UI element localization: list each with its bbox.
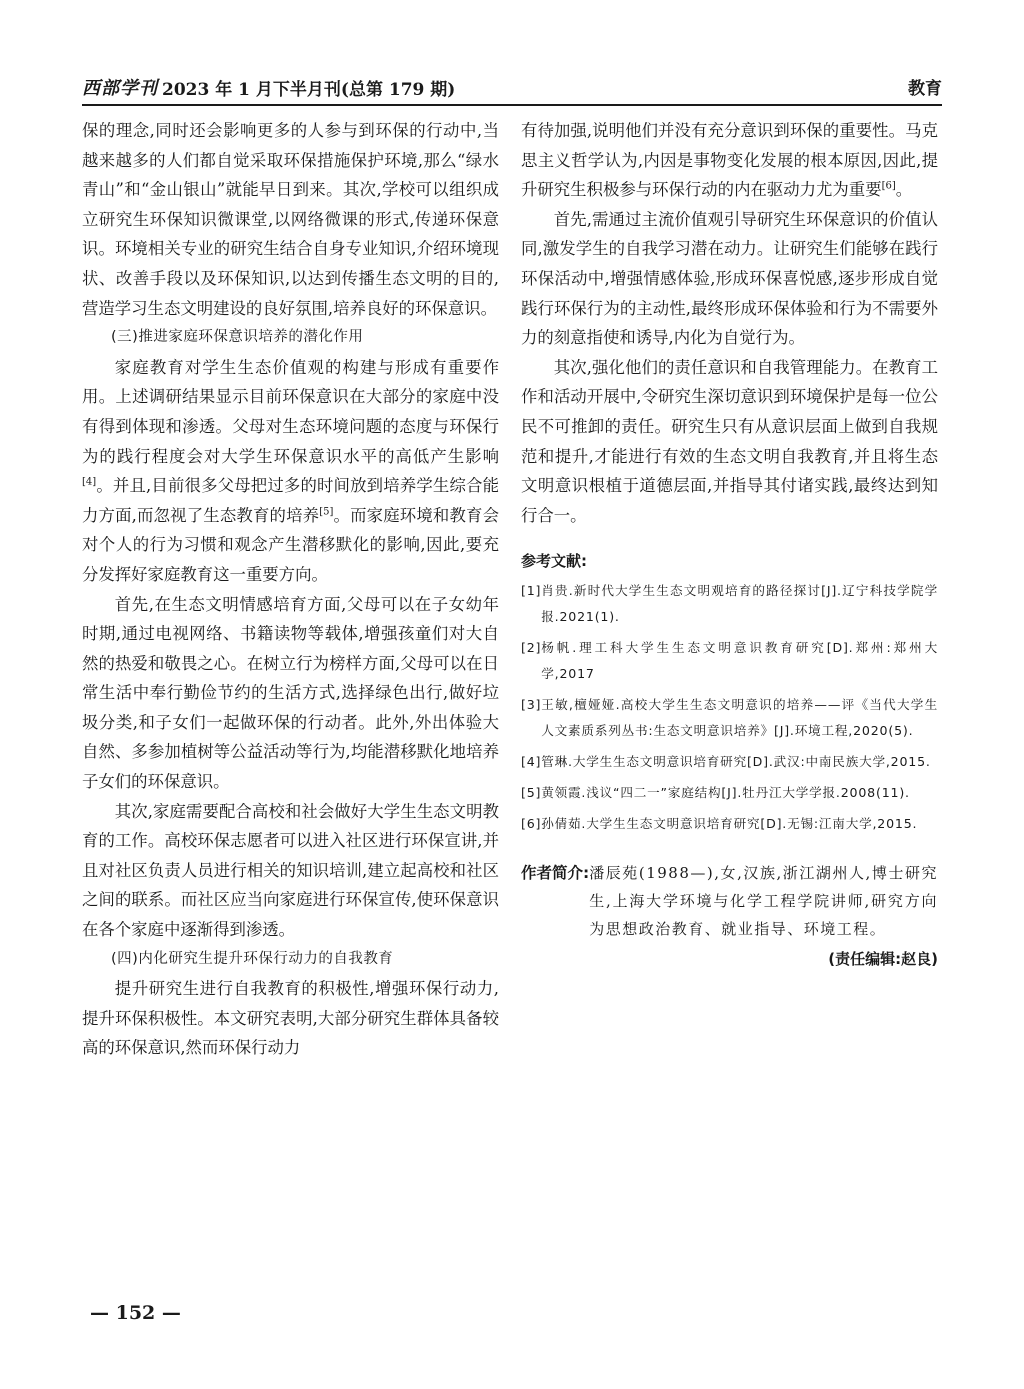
references-title: 参考文献: (521, 552, 587, 571)
author-bio (521, 859, 938, 943)
right-column (521, 116, 938, 973)
section-heading: (四)内化研究生提升环保行动力的自我教育 (111, 950, 394, 967)
paragraph: 家庭教育对学生生态价值观的构建与形成有重要作用。上述调研结果显示目前环保意识在大部分的家庭中没有得到体现和渗透。父母对生态环境问题的态度与环保行为的践行程度会对大学生环保意识水平的高低产生影响[4]。并且,目前很多父母把过多的时间放到培养学生综合能力方面,而忽视了生态教育的培养[5]。而家庭环境和教育会对个人的行为习惯和观念产生潜移默化的影响,因此,要充分发挥好家庭教育这一重要方向。 (82, 357, 499, 584)
citation: [5] (319, 506, 334, 518)
responsible-editor: (责任编辑:赵良) (828, 950, 938, 969)
journal-logo: 西部学刊 (82, 78, 158, 99)
citation: [4] (82, 476, 97, 488)
page-number: — 152 — (90, 1302, 181, 1324)
section-heading: (三)推进家庭环保意识培养的潜化作用 (111, 329, 364, 346)
reference-item: [5] 黄领霞.浅议“四二一”家庭结构[J].牡丹江大学学报.2008(11). (521, 785, 910, 801)
paragraph: 首先,需通过主流价值观引导研究生环保意识的价值认同,激发学生的自我学习潜在动力。让研究生们能够在践行环保活动中,增强情感体验,形成环保喜悦感,逐步形成自觉践行环保行为的主动性,最终形成环保体验和行为不需要外力的刻意指使和诱导,内化为自觉行为。 (521, 209, 938, 348)
paragraph: 其次,强化他们的责任意识和自我管理能力。在教育工作和活动开展中,令研究生深切意识到环境保护是每一位公民不可推卸的责任。研究生只有从意识层面上做到自我规范和提升,才能进行有效的生态文明自我教育,并且将生态文明意识根植于道德层面,并指导其付诸实践,最终达到知行合一。 (521, 357, 938, 525)
reference-item: [3] 王敏,檀娅娅.高校大学生生态文明意识的培养——评《当代大学生人文素质系列丛书:生态文明意识培养》[J].环境工程,2020(5). (521, 697, 938, 739)
reference-item: [6] 孙倩茹.大学生生态文明意识培育研究[D].无锡:江南大学,2015. (521, 816, 918, 832)
section-name: 教育 (908, 79, 942, 99)
left-column (82, 116, 499, 1063)
author-text: 潘辰苑(1988—),女,汉族,浙江湖州人,博士研究生,上海大学环境与化学工程学院讲师,研究方向为思想政治教育、就业指导、环境工程。 (589, 864, 938, 939)
paragraph: 有待加强,说明他们并没有充分意识到环保的重要性。马克思主义哲学认为,内因是事物变化发展的根本原因,因此,提升研究生积极参与环保行动的内在驱动力尤为重要[6]。 (521, 121, 938, 200)
issue-info: 2023 年 1 月下半月刊(总第 179 期) (162, 80, 456, 100)
reference-item: [2] 杨帆.理工科大学生生态文明意识教育研究[D].郑州:郑州大学,2017 (521, 640, 938, 682)
citation: [6] (881, 180, 896, 192)
author-label: 作者简介: (521, 864, 590, 883)
reference-item: [4] 管琳.大学生生态文明意识培育研究[D].武汉:中南民族大学,2015. (521, 754, 931, 770)
references-list (521, 578, 938, 837)
paragraph: 其次,家庭需要配合高校和社会做好大学生生态文明教育的工作。高校环保志愿者可以进入社区进行环保宣讲,并且对社区负责人员进行相关的知识培训,建立起高校和社区之间的联系。而社区应当向家庭进行环保宣传,使环保意识在各个家庭中逐渐得到渗透。 (82, 801, 499, 940)
running-header (82, 70, 942, 106)
reference-item: [1] 肖贵.新时代大学生生态文明观培育的路径探讨[J].辽宁科技学院学报.2021(1). (521, 583, 938, 625)
paragraph: 首先,在生态文明情感培育方面,父母可以在子女幼年时期,通过电视网络、书籍读物等载体,增强孩童们对大自然的热爱和敬畏之心。在树立行为榜样方面,父母可以在日常生活中奉行勤俭节约的生活方式,选择绿色出行,做好垃圾分类,和子女们一起做环保的行动者。此外,外出体验大自然、多参加植树等公益活动等行为,均能潜移默化地培养子女们的环保意识。 (82, 594, 499, 792)
paragraph: 提升研究生进行自我教育的积极性,增强环保行动力,提升环保积极性。本文研究表明,大部分研究生群体具备较高的环保意识,然而环保行动力 (82, 979, 499, 1058)
paragraph: 保的理念,同时还会影响更多的人参与到环保的行动中,当越来越多的人们都自觉采取环保措施保护环境,那么“绿水青山”和“金山银山”就能早日到来。其次,学校可以组织成立研究生环保知识微课堂,以网络微课的形式,传递环保意识。环境相关专业的研究生结合自身专业知识,介绍环境现状、改善手段以及环保知识,以达到传播生态文明的目的,营造学习生态文明建设的良好氛围,培养良好的环保意识。 (82, 121, 499, 318)
